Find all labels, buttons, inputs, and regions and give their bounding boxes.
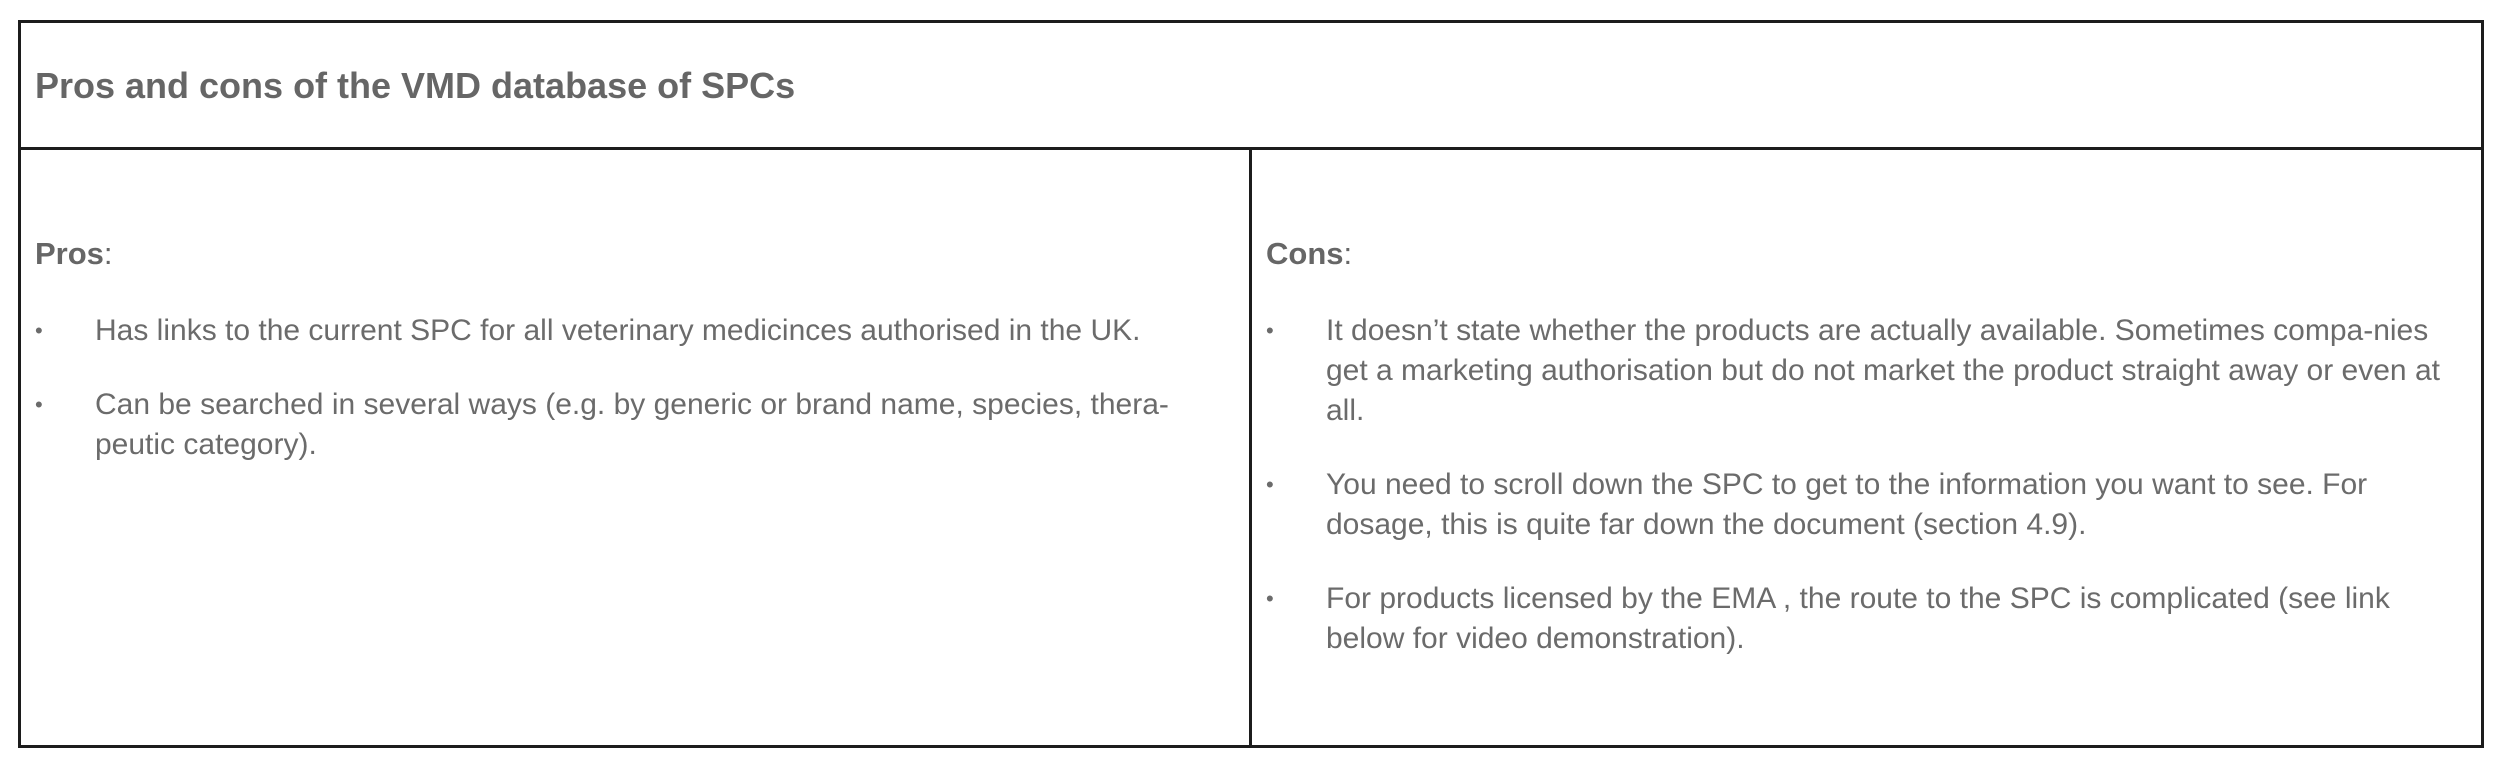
cons-item-text: For products licensed by the EMA , the route to the SPC is complicated (see link below for video demonstration). <box>1326 582 2390 655</box>
cons-item-text: You need to scroll down the SPC to get to the information you want to see. For dosage, this is quite far down the document (section 4.9). <box>1326 468 2368 541</box>
cons-list-item <box>1266 311 2457 431</box>
pros-list-item <box>35 311 1225 351</box>
bullet-icon: • <box>1266 472 1274 497</box>
pros-list-item <box>35 385 1225 465</box>
pros-list <box>35 311 1225 499</box>
bullet-icon: • <box>1266 586 1274 611</box>
cons-heading <box>1266 236 1352 272</box>
cons-colon: : <box>1343 236 1353 271</box>
table-title: Pros and cons of the VMD database of SPCs <box>35 65 796 106</box>
pros-item-text: Has links to the current SPC for all veterinary medicinces authorised in the UK. <box>95 314 1141 347</box>
pros-item-text: Can be searched in several ways (e.g. by generic or brand name, species, thera-peutic category). <box>95 388 1169 461</box>
pros-heading <box>35 236 113 272</box>
bullet-icon: • <box>35 318 43 343</box>
pros-column <box>21 150 1252 745</box>
bullet-icon: • <box>1266 318 1274 343</box>
pros-label: Pros <box>35 236 104 271</box>
table-title-row <box>21 23 2481 150</box>
cons-column <box>1252 150 2481 745</box>
cons-item-text: It doesn’t state whether the products are actually available. Sometimes compa-nies get a marketing authorisation but do not market the product straight away or even at all. <box>1326 314 2440 427</box>
pros-colon: : <box>103 236 113 271</box>
pros-cons-table <box>18 20 2484 748</box>
cons-list <box>1266 311 2457 693</box>
cons-list-item <box>1266 465 2457 545</box>
bullet-icon: • <box>35 392 43 417</box>
cons-list-item <box>1266 579 2457 659</box>
cons-label: Cons <box>1266 236 1344 271</box>
